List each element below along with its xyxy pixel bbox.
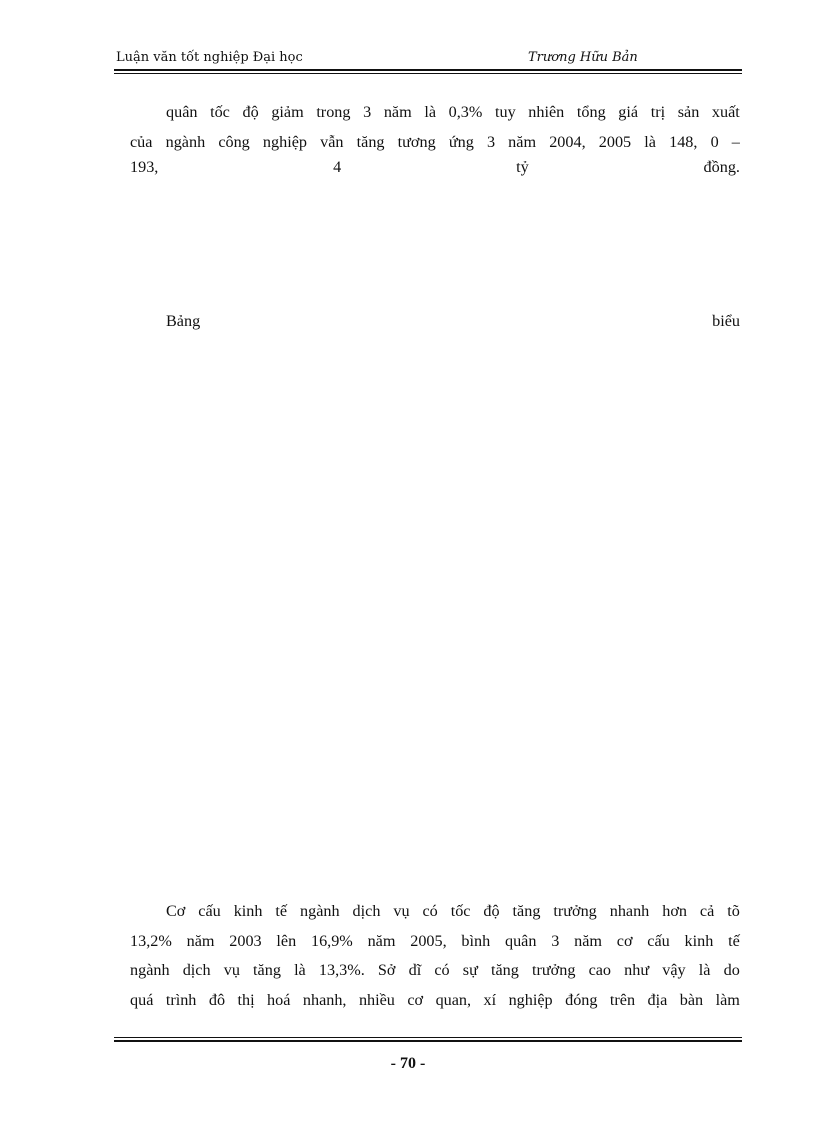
word: đô bbox=[208, 990, 226, 1009]
word: năm bbox=[508, 132, 537, 151]
word: của bbox=[130, 132, 153, 151]
word: 3 bbox=[486, 132, 496, 151]
word: trị bbox=[650, 103, 666, 121]
word: dịch bbox=[182, 961, 211, 979]
word: có bbox=[434, 961, 450, 979]
word: kinh bbox=[233, 902, 263, 920]
paragraph-line bbox=[130, 128, 740, 158]
paragraph-line bbox=[130, 98, 740, 128]
word: cơ bbox=[616, 931, 633, 950]
word: làm bbox=[715, 990, 740, 1009]
word: trong bbox=[316, 103, 351, 121]
word: vậy bbox=[662, 961, 686, 979]
word: đồng. bbox=[703, 158, 740, 176]
word: vẫn bbox=[320, 132, 344, 151]
word: tế bbox=[275, 902, 288, 920]
word: nhiên bbox=[528, 103, 565, 121]
word: tăng bbox=[490, 961, 519, 979]
word: cấu bbox=[647, 931, 670, 950]
word: 0 bbox=[710, 132, 719, 151]
word: hơn bbox=[662, 902, 687, 920]
word: là bbox=[644, 132, 656, 151]
word: đóng bbox=[565, 990, 598, 1009]
word: hoá bbox=[267, 990, 291, 1009]
word: năm bbox=[383, 103, 412, 121]
word: 13,3%. bbox=[318, 961, 365, 979]
word: ngành bbox=[130, 961, 170, 979]
paragraph-1-last-line bbox=[130, 158, 740, 177]
header-thesis-title: Luận văn tốt nghiệp Đại học bbox=[116, 50, 303, 65]
word: 148, bbox=[669, 132, 698, 151]
word: 4 bbox=[333, 158, 342, 176]
word: 2003 bbox=[229, 931, 262, 950]
word: tế bbox=[728, 931, 740, 950]
word: nhanh, bbox=[302, 990, 347, 1009]
word: sản bbox=[677, 103, 700, 121]
word: độ bbox=[242, 103, 259, 121]
word: cả bbox=[699, 902, 715, 920]
word: là bbox=[294, 961, 306, 979]
page-number: - 70 - bbox=[390, 1055, 426, 1072]
word: tuy bbox=[494, 103, 516, 121]
word: là bbox=[424, 103, 437, 121]
word: 3 bbox=[551, 931, 560, 950]
word: dĩ bbox=[408, 961, 422, 979]
word: trên bbox=[609, 990, 636, 1009]
paragraph-2 bbox=[130, 897, 740, 1015]
word: nhiều bbox=[358, 990, 395, 1009]
word: lên bbox=[276, 931, 297, 950]
paragraph-line bbox=[130, 897, 740, 927]
word: cấu bbox=[198, 902, 221, 920]
word: tốc bbox=[450, 902, 471, 920]
header-author: Trương Hữu Bản bbox=[528, 50, 638, 65]
word: ngành bbox=[165, 132, 206, 151]
page-header bbox=[114, 48, 742, 68]
word: quan, bbox=[435, 990, 472, 1009]
word: xí bbox=[483, 990, 497, 1009]
word: nhanh bbox=[609, 902, 650, 920]
word: kinh bbox=[684, 931, 714, 950]
word: 2005, bbox=[410, 931, 447, 950]
word: quân bbox=[504, 931, 537, 950]
word: Cơ bbox=[166, 902, 186, 920]
word: tăng bbox=[356, 132, 385, 151]
word: tỷ bbox=[516, 158, 529, 176]
word: dịch bbox=[352, 902, 381, 920]
paragraph-line bbox=[130, 956, 740, 986]
word: tăng bbox=[253, 961, 281, 979]
word: vụ bbox=[223, 961, 240, 979]
word: tõ bbox=[727, 902, 740, 920]
word: tăng bbox=[512, 902, 541, 920]
word: do bbox=[723, 961, 740, 979]
word: như bbox=[624, 961, 650, 979]
word: năm bbox=[367, 931, 396, 950]
caption-left-word: Bảng bbox=[166, 312, 201, 330]
footer-divider bbox=[114, 1037, 742, 1042]
word: năm bbox=[574, 931, 602, 950]
word: bình bbox=[461, 931, 491, 950]
word: nghiệp bbox=[262, 132, 307, 151]
word: quân bbox=[166, 103, 198, 121]
word: cơ bbox=[407, 990, 424, 1009]
word: 2005 bbox=[598, 132, 632, 151]
word: sự bbox=[462, 961, 478, 979]
paragraph-line bbox=[130, 927, 740, 957]
word: 3 bbox=[363, 103, 372, 121]
word: tốc bbox=[210, 103, 230, 121]
word: nghiệp bbox=[508, 990, 553, 1009]
word: ngành bbox=[300, 902, 340, 920]
word: ứng bbox=[448, 132, 474, 151]
word: 13,2% bbox=[130, 931, 172, 950]
word: có bbox=[422, 902, 438, 920]
word: vụ bbox=[393, 902, 410, 920]
word: tổng bbox=[576, 103, 606, 121]
word: công bbox=[218, 132, 250, 151]
word: địa bbox=[647, 990, 668, 1009]
word: giá bbox=[618, 103, 639, 121]
word: trình bbox=[165, 990, 197, 1009]
word: 2004, bbox=[549, 132, 586, 151]
word: Sở bbox=[377, 961, 396, 979]
word: thị bbox=[237, 990, 255, 1009]
word: trưởng bbox=[532, 961, 576, 979]
word: năm bbox=[186, 931, 215, 950]
word: – bbox=[731, 132, 740, 151]
table-caption-line bbox=[166, 312, 740, 331]
word: độ bbox=[483, 902, 500, 920]
word: quá bbox=[130, 990, 154, 1009]
paragraph-1 bbox=[130, 98, 740, 157]
word: tương bbox=[397, 132, 436, 151]
paragraph-line bbox=[130, 986, 740, 1016]
header-divider bbox=[114, 69, 742, 74]
word: giảm bbox=[271, 103, 304, 121]
word: 16,9% bbox=[310, 931, 353, 950]
caption-right-word: biểu bbox=[712, 312, 740, 330]
word: trưởng bbox=[553, 902, 597, 920]
word: là bbox=[698, 961, 711, 979]
word: bàn bbox=[679, 990, 704, 1009]
word: cao bbox=[588, 961, 612, 979]
word: 193, bbox=[130, 158, 159, 176]
word: 0,3% bbox=[448, 103, 483, 121]
word: xuất bbox=[711, 103, 740, 121]
